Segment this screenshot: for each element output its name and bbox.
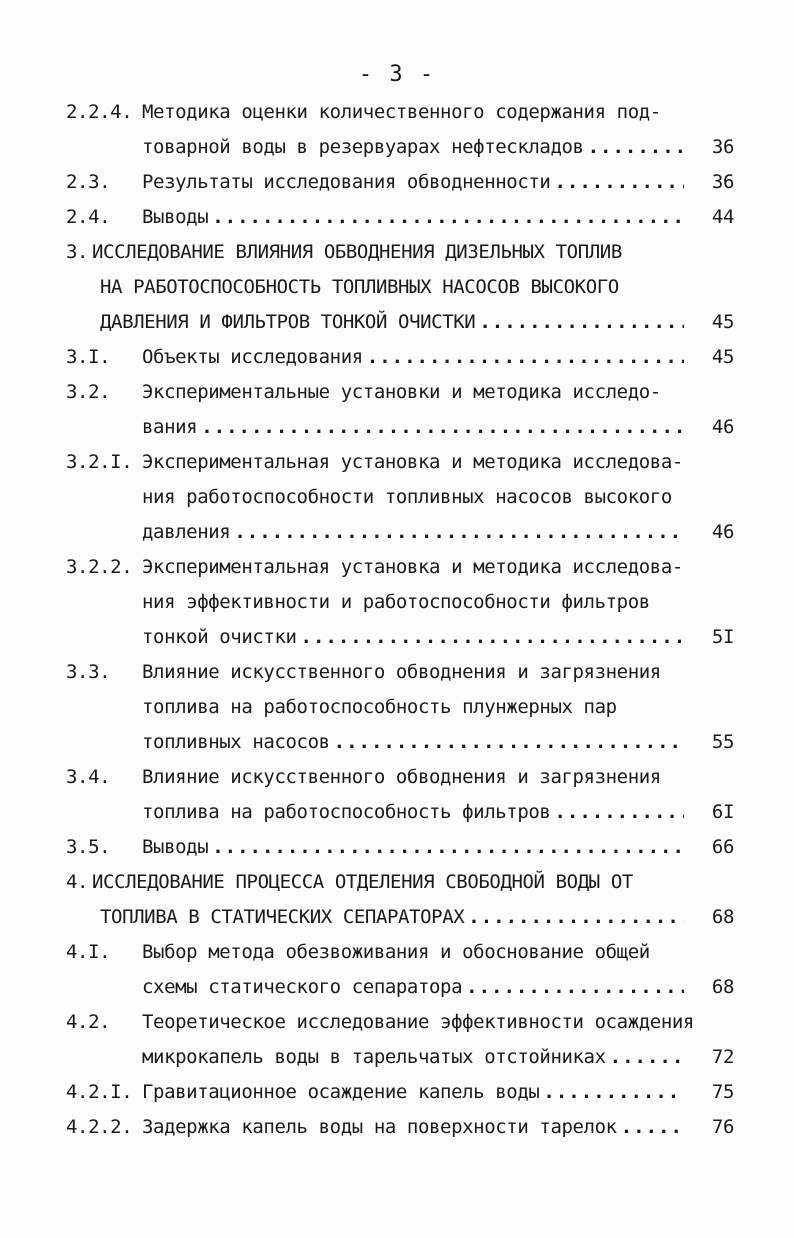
toc-page-number: 72 — [711, 1046, 734, 1068]
dot-leader — [212, 203, 684, 231]
dot-leader — [468, 903, 684, 931]
toc-entry-title: ИССЛЕДОВАНИЕ ПРОЦЕССА ОТДЕЛЕНИЯ СВОБОДНОЙ ВОДЫ ОТ — [92, 871, 633, 893]
toc-entry-title: топлива на работоспособность фильтров — [142, 801, 551, 823]
toc-entry-number: 4.I. — [66, 941, 111, 963]
dot-leader — [367, 343, 684, 371]
dot-leader — [201, 413, 684, 441]
toc-entry-title: Задержка капель воды на поверхности тарелок — [142, 1116, 617, 1138]
page-number: - 3 - — [358, 62, 436, 87]
toc-entry-number: 3.2.2. — [66, 556, 133, 578]
toc-page-number: 6I — [711, 801, 734, 823]
dot-leader — [334, 728, 684, 756]
toc-entry-number: 3. — [66, 241, 89, 263]
toc-page-number: 46 — [711, 521, 734, 543]
toc-page-number: 36 — [711, 171, 734, 193]
toc-entry-title: товарной воды в резервуарах нефтескладов — [142, 136, 584, 158]
toc-page-number: 66 — [711, 836, 734, 858]
toc-entry-number: 3.5. — [66, 836, 111, 858]
toc-entry-final-line — [142, 413, 734, 441]
dot-leader — [554, 798, 684, 826]
toc-entry-final-line — [100, 903, 734, 931]
toc-page-number: 45 — [711, 346, 734, 368]
toc-entry-final-line — [142, 343, 734, 371]
dot-leader — [466, 973, 684, 1001]
toc-page-number: 75 — [711, 1081, 734, 1103]
toc-entry-final-line — [100, 308, 734, 336]
toc-entry-number: 4.2.2. — [66, 1116, 133, 1138]
dot-leader — [479, 308, 684, 336]
toc-entry-title: Гравитационное осаждение капель воды — [142, 1081, 540, 1103]
toc-entry-title: ИССЛЕДОВАНИЕ ВЛИЯНИЯ ОБВОДНЕНИЯ ДИЗЕЛЬНЫХ ТОПЛИВ — [92, 241, 622, 263]
toc-entry-number: 2.2.4. — [66, 101, 133, 123]
toc-entry-title: микрокапель воды в тарельчатых отстойниках — [142, 1046, 606, 1068]
toc-page-number: 68 — [711, 906, 734, 928]
toc-entry-title: Выбор метода обезвоживания и обоснование общей — [142, 941, 650, 963]
toc-entry-final-line — [142, 798, 734, 826]
toc-entry-final-line — [142, 728, 734, 756]
toc-entry-title: тонкой очистки — [142, 626, 297, 648]
toc-entry-final-line — [142, 168, 734, 196]
toc-page-number: 5I — [711, 626, 734, 648]
toc-entry-final-line — [142, 1078, 734, 1106]
toc-entry-number: 3.2.I. — [66, 451, 133, 473]
toc-entry-title: топлива на работоспособность плунжерных пар — [142, 696, 617, 718]
toc-entry-title: ния эффективности и работоспособности фильтров — [142, 591, 650, 613]
toc-entry-final-line — [142, 203, 734, 231]
toc-entry-title: Выводы — [142, 836, 209, 858]
toc-entry-title: Экспериментальная установка и методика исследова- — [142, 556, 683, 578]
toc-entry-title: вания — [142, 416, 198, 438]
toc-entry-title: Методика оценки количественного содержания под- — [142, 101, 661, 123]
toc-entry-number: 2.3. — [66, 171, 111, 193]
toc-entry-final-line — [142, 833, 734, 861]
dot-leader — [610, 1043, 684, 1071]
toc-entry-number: 3.4. — [66, 766, 111, 788]
toc-entry-title: схемы статического сепаратора — [142, 976, 463, 998]
dot-leader — [543, 1078, 684, 1106]
toc-page-number: 36 — [711, 136, 734, 158]
dot-leader — [212, 833, 684, 861]
toc-entry-final-line — [142, 518, 734, 546]
toc-entry-title: НА РАБОТОСПОСОБНОСТЬ ТОПЛИВНЫХ НАСОСОВ ВЫСОКОГО — [100, 276, 619, 298]
toc-entry-number: 4.2. — [66, 1011, 111, 1033]
toc-page-number: 45 — [711, 311, 734, 333]
toc-entry-final-line — [142, 133, 734, 161]
toc-entry-title: ДАВЛЕНИЯ И ФИЛЬТРОВ ТОНКОЙ ОЧИСТКИ — [100, 311, 476, 333]
toc-entry-title: Влияние искусственного обводнения и загрязнения — [142, 661, 661, 683]
toc-entry-title: ТОПЛИВА В СТАТИЧЕСКИХ СЕПАРАТОРАХ — [100, 906, 465, 928]
toc-entry-title: Теоретическое исследование эффективности осаждения — [142, 1011, 694, 1033]
toc-page-number: 46 — [711, 416, 734, 438]
toc-entry-title: Выводы — [142, 206, 209, 228]
toc-entry-title: топливных насосов — [142, 731, 330, 753]
toc-page-number: 76 — [711, 1116, 734, 1138]
toc-entry-final-line — [142, 623, 734, 651]
toc-page-number: 55 — [711, 731, 734, 753]
toc-entry-final-line — [142, 973, 734, 1001]
toc-entry-number: 3.3. — [66, 661, 111, 683]
toc-page-number: 68 — [711, 976, 734, 998]
dot-leader — [621, 1113, 684, 1141]
toc-entry-final-line — [142, 1113, 734, 1141]
toc-entry-title: Влияние искусственного обводнения и загрязнения — [142, 766, 661, 788]
toc-entry-number: 2.4. — [66, 206, 111, 228]
dot-leader — [301, 623, 684, 651]
toc-entry-number: 3.2. — [66, 381, 111, 403]
toc-entry-title: Результаты исследования обводненности — [142, 171, 551, 193]
toc-entry-number: 4. — [66, 871, 89, 893]
toc-entry-title: Объекты исследования — [142, 346, 363, 368]
toc-entry-title: Экспериментальные установки и методика исследо- — [142, 381, 661, 403]
toc-page-number: 44 — [711, 206, 734, 228]
toc-entry-number: 4.2.I. — [66, 1081, 133, 1103]
dot-leader — [234, 518, 684, 546]
toc-entry-title: ния работоспособности топливных насосов высокого — [142, 486, 672, 508]
dot-leader — [588, 133, 684, 161]
toc-entry-title: Экспериментальная установка и методика исследова- — [142, 451, 683, 473]
dot-leader — [554, 168, 684, 196]
toc-entry-title: давления — [142, 521, 231, 543]
toc-entry-final-line — [142, 1043, 734, 1071]
toc-entry-number: 3.I. — [66, 346, 111, 368]
